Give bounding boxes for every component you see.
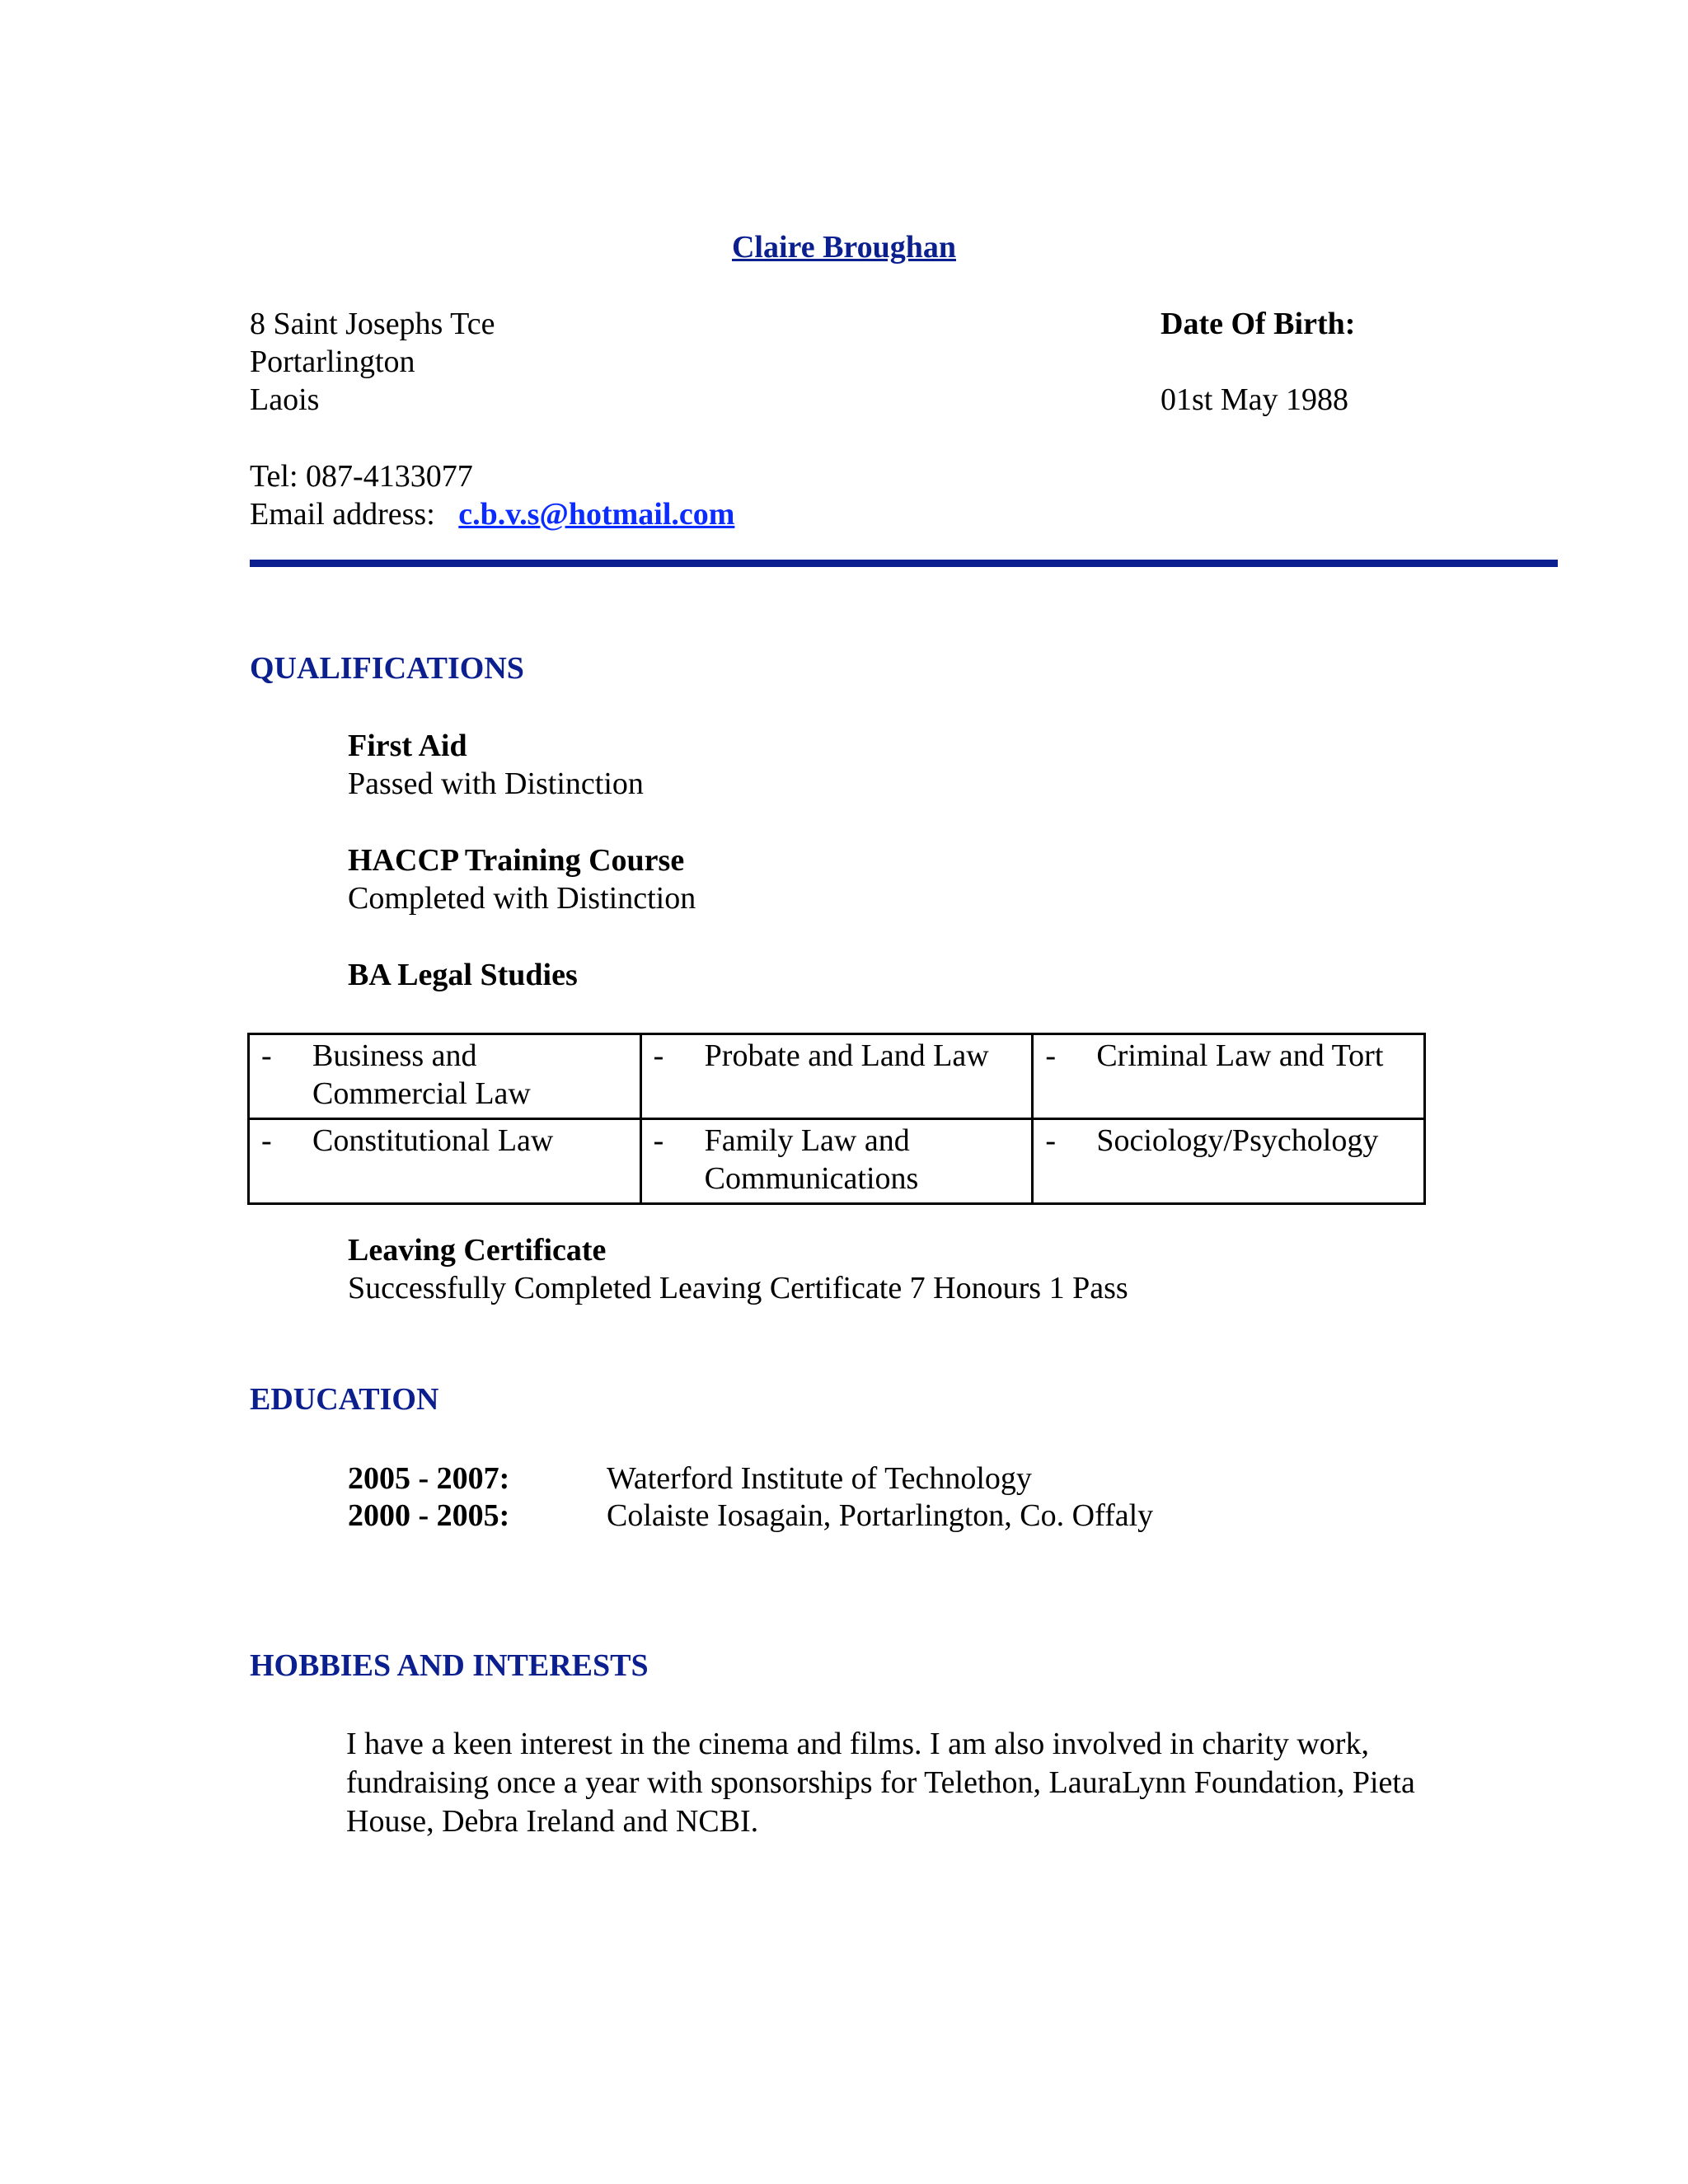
dob-label: Date Of Birth: xyxy=(1160,307,1356,341)
dob-value: 01st May 1988 xyxy=(1160,382,1348,417)
module-name: Sociology/Psychology xyxy=(1096,1123,1379,1158)
hobbies-heading: HOBBIES AND INTERESTS xyxy=(250,1648,649,1683)
leaving-cert-title: Leaving Certificate xyxy=(348,1233,607,1268)
address-line-1: 8 Saint Josephs Tce xyxy=(250,307,495,341)
table-row xyxy=(249,1119,1425,1204)
ba-title: BA Legal Studies xyxy=(348,958,578,992)
module-name: Criminal Law and Tort xyxy=(1096,1038,1384,1073)
table-cell xyxy=(249,1119,641,1204)
bullet-dash: - xyxy=(653,1123,664,1158)
first-aid-title: First Aid xyxy=(348,729,467,763)
address-line-2: Portarlington xyxy=(250,344,415,379)
module-name: Probate and Land Law xyxy=(704,1038,989,1073)
module-name: Family Law and Communications xyxy=(704,1123,919,1196)
table-cell xyxy=(249,1034,641,1119)
haccp-detail: Completed with Distinction xyxy=(348,881,696,916)
email-row xyxy=(250,495,734,533)
email-link[interactable]: c.b.v.s@hotmail.com xyxy=(458,497,735,532)
haccp-title: HACCP Training Course xyxy=(348,843,685,878)
hobbies-paragraph: I have a keen interest in the cinema and films. I am also involved in charity work, fundraising once a year with sponsorships for Telethon, LauraLynn Foundation, Pieta House, Debra Ireland and NCBI. xyxy=(346,1727,1415,1839)
education-school: Colaiste Iosagain, Portarlington, Co. Offaly xyxy=(607,1498,1154,1533)
first-aid-detail: Passed with Distinction xyxy=(348,766,644,801)
modules-table xyxy=(247,1033,1426,1205)
education-years: 2005 - 2007: xyxy=(348,1461,510,1496)
education-heading: EDUCATION xyxy=(250,1382,439,1417)
bullet-dash: - xyxy=(261,1038,272,1073)
bullet-dash: - xyxy=(653,1038,664,1073)
table-cell xyxy=(640,1119,1033,1204)
education-years: 2000 - 2005: xyxy=(348,1498,510,1533)
table-row xyxy=(249,1034,1425,1119)
email-label: Email address: xyxy=(250,497,435,532)
bullet-dash: - xyxy=(1045,1123,1056,1158)
education-school: Waterford Institute of Technology xyxy=(607,1461,1032,1496)
leaving-cert-detail: Successfully Completed Leaving Certificate 7 Honours 1 Pass xyxy=(348,1271,1128,1305)
table-cell xyxy=(640,1034,1033,1119)
header-divider xyxy=(250,560,1558,567)
module-name: Constitutional Law xyxy=(312,1123,554,1158)
module-name: Business and Commercial Law xyxy=(312,1038,531,1111)
bullet-dash: - xyxy=(261,1123,272,1158)
table-cell xyxy=(1033,1034,1425,1119)
telephone: Tel: 087-4133077 xyxy=(250,459,473,494)
bullet-dash: - xyxy=(1045,1038,1056,1073)
qualifications-heading: QUALIFICATIONS xyxy=(250,651,524,686)
candidate-name: Claire Broughan xyxy=(731,230,957,265)
address-line-3: Laois xyxy=(250,382,320,417)
table-cell xyxy=(1033,1119,1425,1204)
